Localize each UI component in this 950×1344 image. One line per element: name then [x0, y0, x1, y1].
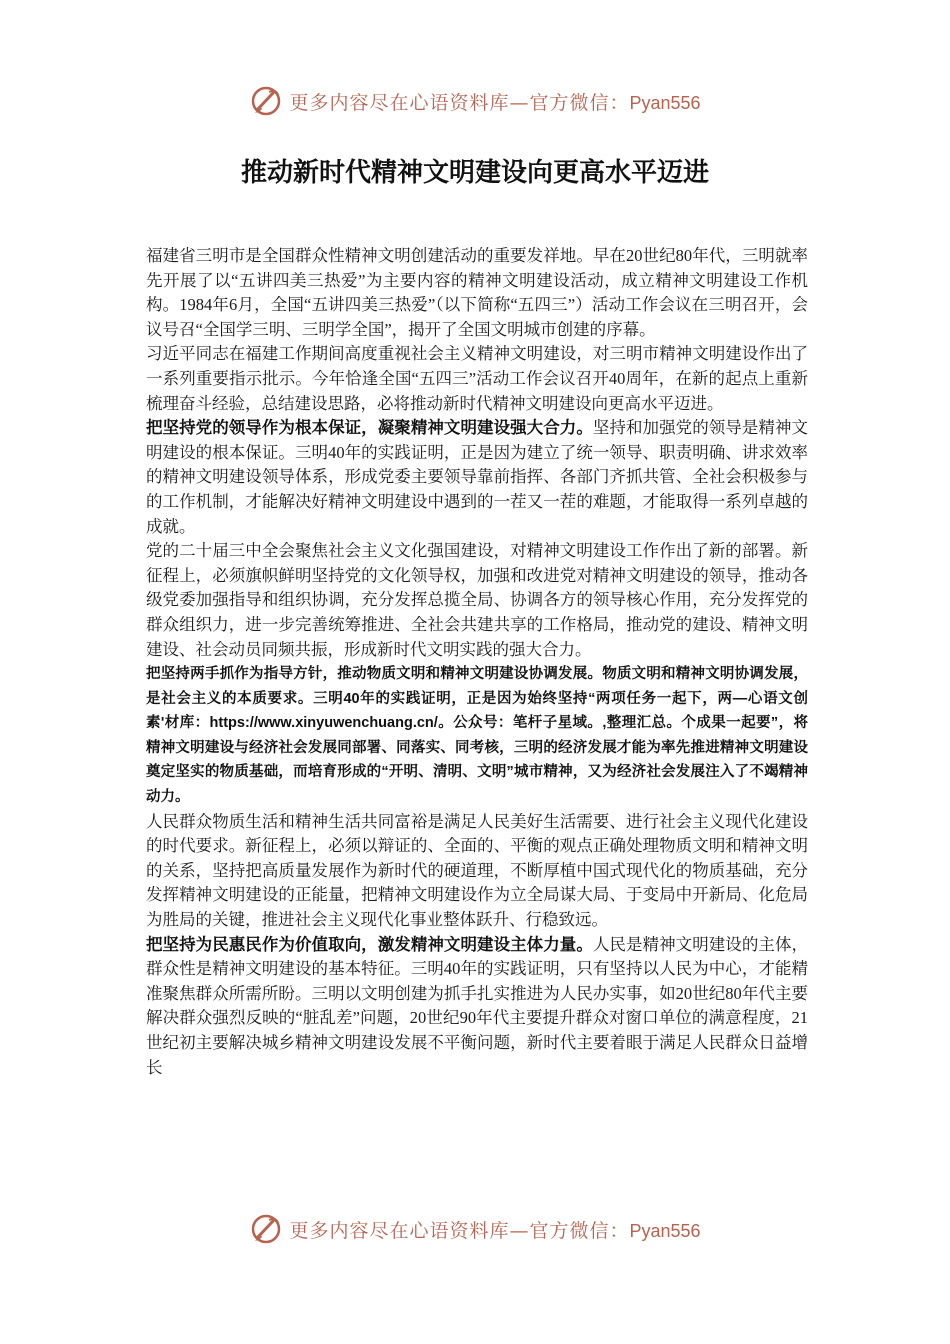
article-body [146, 244, 808, 1080]
header-banner[interactable] [0, 84, 950, 124]
paragraph-4: 党的二十届三中全会聚焦社会主义文化强国建设，对精神文明建设工作作出了新的部署。新征程上，必须旗帜鲜明坚持党的文化领导权，加强和改进党对精神文明建设的领导，推动各级党委加强指导和组织协调，充分发挥总揽全局、协调各方的领导核心作用，充分发挥党的群众组织力，进一步完善统筹推进、全社会共建共享的工作格局，推动党的建设、精神文明建设、社会动员同频共振，形成新时代文明实践的强大合力。 [146, 541, 808, 659]
pen-brush-logo-icon [249, 1212, 283, 1246]
pen-brush-logo-icon [249, 84, 283, 118]
paragraph-6: 人民群众物质生活和精神生活共同富裕是满足人民美好生活需要、进行社会主义现代化建设的时代要求。新征程上，必须以辩证的、全面的、平衡的观点正确处理物质文明和精神文明的关系，坚持把高质量发展作为新时代的硬道理，不断厚植中国式现代化的物质基础，充分发挥精神文明建设的正能量，把精神文明建设作为立全局谋大局、于变局中开新局、化危局为胜局的关键，推进社会主义现代化事业整体跃升、行稳致远。 [146, 811, 808, 930]
paragraph-2: 习近平同志在福建工作期间高度重视社会主义精神文明建设，对三明市精神文明建设作出了一系列重要指示批示。今年恰逢全国“五四三”活动工作会议召开40周年，在新的起点上重新梳理奋斗经验，总结建设思路，必将推动新时代精神文明建设向更高水平迈进。 [146, 344, 808, 413]
banner-text: 更多内容尽在心语资料库—官方微信：Pyan556 [289, 91, 701, 114]
page-title: 推动新时代精神文明建设向更高水平迈进 [240, 157, 709, 187]
paragraph-7-lead: 把坚持为民惠民作为价值取向，激发精神文明建设主体力量。 [146, 935, 593, 954]
footer-banner[interactable] [0, 1212, 950, 1252]
paragraph-3: 把坚持党的领导作为根本保证，凝聚精神文明建设强大合力。坚持和加强党的领导是精神文明建设的根本保证。三明40年的实践证明，正是因为建立了统一领导、职责明确、讲求效率的精神文明建设领导体系，形成党委主要领导靠前指挥、各部门齐抓共管、全社会积极参与的工作机制，才能解决好精神文明建设中遇到的一茬又一茬的难题，才能取得一系列卓越的成就。 [146, 418, 809, 536]
paragraph-5: 把坚持两手抓作为指导方针，推动物质文明和精神文明建设协调发展。物质文明和精神文明协调发展，是社会主义的本质要求。三明40年的实践证明，正是因为始终坚持“两项任务一起下，两—心语文创素'材库：https://www.xinyuwenchuang.cn/。公众号：笔杆子星域。,整理汇总。个成果一起要”，将精神文明建设与经济社会发展同部署、同落实、同考核，三明的经济发展才能为率先推进精神文明建设奠定坚实的物质基础，而培育形成的“开明、清明、文明”城市精神，又为经济社会发展注入了不竭精神动力。 [146, 666, 808, 806]
banner-wechat-id: Pyan556 [629, 92, 701, 113]
paragraph-7: 把坚持为民惠民作为价值取向，激发精神文明建设主体力量。人民是精神文明建设的主体，群众性是精神文明建设的基本特征。三明40年的实践证明，只有坚持以人民为中心，才能精准聚焦群众所需所盼。三明以文明创建为抓手扎实推进为人民办实事，如20世纪80年代主要解决群众强烈反映的“脏乱差”问题，20世纪90年代主要提升群众对窗口单位的满意程度，21世纪初主要解决城乡精神文明建设发展不平衡问题，新时代主要着眼于满足人民群众日益增长 [146, 934, 809, 1077]
paragraph-3-lead: 把坚持党的领导作为根本保证，凝聚精神文明建设强大合力。 [146, 419, 593, 438]
paragraph-1: 福建省三明市是全国群众性精神文明创建活动的重要发祥地。早在20世纪80年代，三明就率先开展了以“五讲四美三热爱”为主要内容的精神文明建设活动，成立精神文明建设工作机构。1984年6月，全国“五讲四美三热爱”（以下简称“五四三”）活动工作会议在三明召开，会议号召“全国学三明、三明学全国”，揭开了全国文明城市创建的序幕。 [146, 246, 808, 339]
banner-wechat-id: Pyan556 [629, 1220, 701, 1241]
banner-text: 更多内容尽在心语资料库—官方微信：Pyan556 [289, 1219, 701, 1242]
